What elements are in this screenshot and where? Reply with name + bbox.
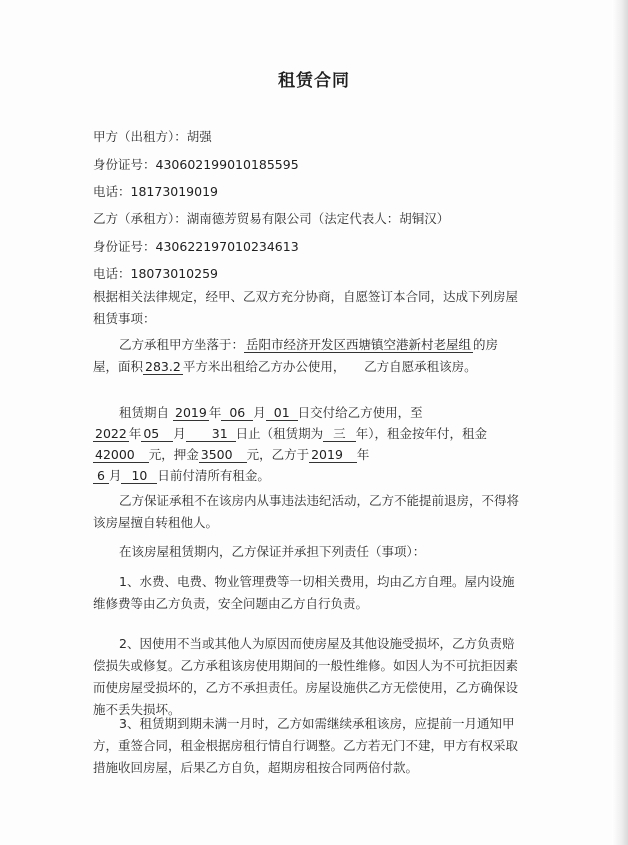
term-pay-day: 10	[121, 468, 157, 484]
term-year-char: 年	[208, 405, 222, 420]
party-b-line: 乙方（承租方）：湖南德芳贸易有限公司（法定代表人：胡铜汉）	[93, 211, 450, 226]
term-start-year: 2019	[175, 405, 207, 420]
party-a-id-line	[93, 155, 299, 173]
term-pay-month-char: 月	[108, 468, 122, 483]
intro-paragraph: 根据相关法律规定，经甲、乙双方充分协商，自愿签订本合同，达成下列房屋租赁事项：	[93, 289, 519, 326]
term-rent: 42000	[93, 447, 149, 463]
term-deposit: 3500	[199, 447, 247, 463]
term-end-month: 05	[141, 426, 173, 442]
party-a-line: 甲方（出租方）：胡强	[93, 129, 212, 144]
clause-location	[93, 334, 523, 378]
term-pay-year: 2019	[309, 447, 357, 463]
term-start-day: 01	[266, 405, 298, 421]
clause-guarantee	[93, 490, 523, 534]
location-text-2: 的房屋，面积	[93, 337, 499, 374]
party-a-tel-value: 18173019019	[130, 184, 218, 199]
party-a-tel-line	[93, 182, 218, 200]
term-month-char: 月	[253, 405, 266, 420]
party-b-id-line	[93, 237, 299, 255]
location-text-1: 乙方承租甲方坐落于：	[119, 337, 245, 352]
responsibility-item-1	[93, 571, 523, 615]
responsibility-item-3	[93, 713, 523, 779]
location-text-3: 平方米出租给乙方办公使用， 乙方自愿承租该房。	[182, 359, 477, 374]
term-end-year-char: 年	[128, 426, 142, 441]
guarantee-text: 乙方保证承租不在该房内从事违法违纪活动，乙方不能提前退房，不得将该房屋擅自转租他人。	[93, 493, 520, 530]
clause-term	[93, 402, 523, 486]
responsibility-item-2	[93, 633, 523, 721]
term-pay-month: 6	[93, 468, 109, 484]
term-period: 三	[323, 426, 356, 442]
party-a-tel-label: 电话：	[93, 184, 131, 199]
item-1-text: 1、水费、电费、物业管理费等一切相关费用，均由乙方自理。屋内设施维修费等由乙方负责，安全问题由乙方自行负责。	[93, 574, 515, 611]
party-a-id-value: 430602199010185595	[155, 157, 299, 172]
term-text-2: 日交付给乙方使用，至	[297, 405, 423, 420]
term-text-1: 租赁期自	[119, 405, 170, 420]
location-address: 岳阳市经济开发区西塘镇空港新村老屋组	[246, 337, 472, 352]
location-area: 283.2	[145, 359, 181, 374]
term-start-month: 06	[221, 405, 253, 421]
term-text-3: 日止（租赁期为	[235, 426, 324, 441]
term-end-day: 31	[186, 426, 236, 442]
party-b-id-value: 430622197010234613	[155, 239, 299, 254]
responsibility-intro-text: 在该房屋租赁期内，乙方保证并承担下列责任（事项）：	[119, 544, 426, 559]
term-end-month-char: 月	[173, 426, 186, 441]
term-text-6: 日前付清所有租金。	[157, 468, 270, 483]
term-text-4: 年），租金按年付，租金	[355, 426, 487, 441]
responsibility-intro	[93, 541, 523, 563]
party-a-id-label: 身份证号：	[93, 157, 156, 172]
term-pay-year-char: 年	[356, 447, 370, 462]
party-b-tel-line	[93, 264, 218, 282]
scan-shadow-edge	[612, 0, 628, 845]
term-end-year: 2022	[95, 426, 127, 441]
item-3-text: 3、租赁期到期未满一月时，乙方如需继续承租该房，应提前一月通知甲方，重签合同，租金根据房租行情自行调整。乙方若无门不建，甲方有权采取措施收回房屋，后果乙方自负，超期房租按合同两倍付款。	[93, 716, 519, 775]
party-b-tel-value: 18073010259	[130, 266, 218, 281]
item-2-text: 2、因使用不当或其他人为原因而使房屋及其他设施受损坏，乙方负责赔偿损失或修复。乙方承租该房使用期间的一般性维修。如因人为不可抗拒因素而使房屋受损坏的，乙方不承担责任。房屋设施供乙方无偿使用，乙方确保设施不丢失损坏。	[93, 636, 519, 717]
term-yuan-text: 元，押金	[148, 447, 199, 462]
party-b-id-label: 身份证号：	[93, 239, 156, 254]
document-title: 租赁合同	[278, 71, 350, 91]
term-text-5: 元，乙方于	[246, 447, 310, 462]
party-b-tel-label: 电话：	[93, 266, 131, 281]
